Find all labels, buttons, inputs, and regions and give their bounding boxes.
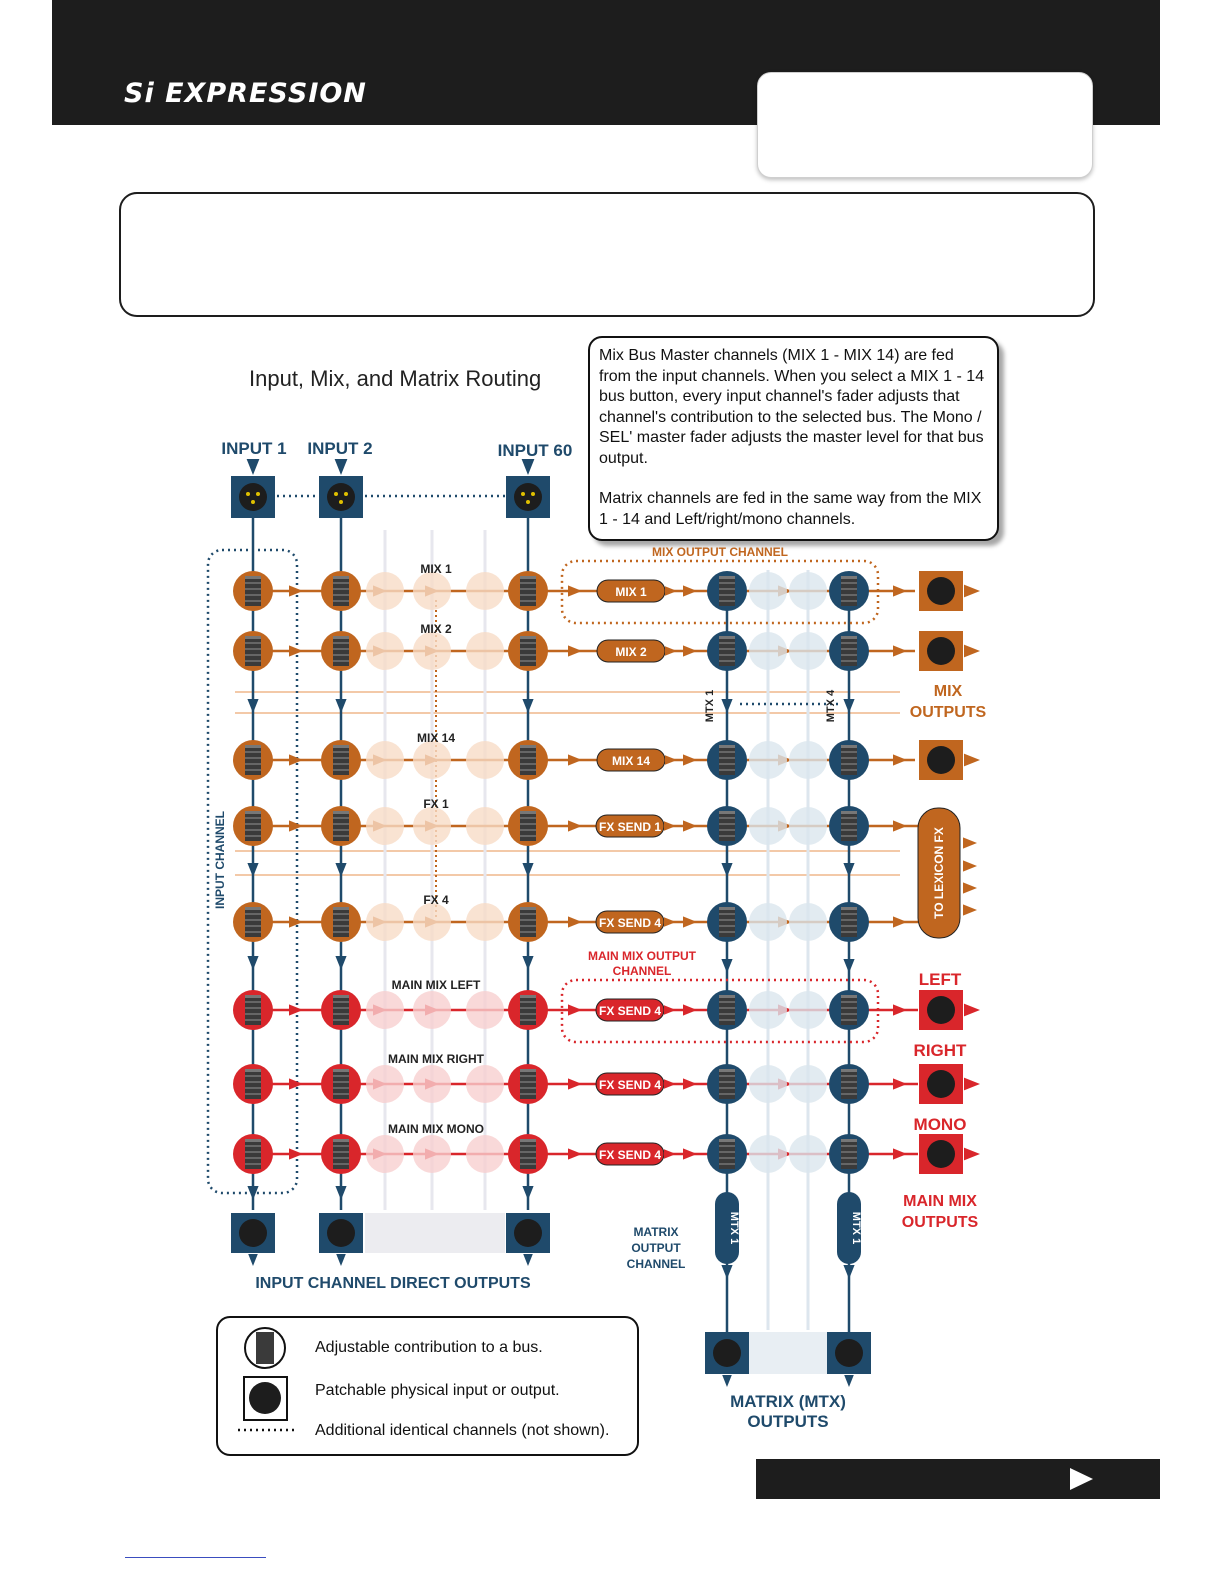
- channel-down-arrow-icon: [522, 1186, 533, 1200]
- channel-down-arrow-icon: [522, 699, 533, 713]
- output-arrow-icon: [964, 585, 980, 598]
- input-fader-knob: [333, 576, 349, 606]
- bus-arrow-icon: [568, 645, 582, 656]
- direct-arrow-icon: [248, 1254, 258, 1266]
- ghost-fader: [413, 991, 451, 1029]
- mix-output-channel-label: MIX OUTPUT CHANNEL: [652, 545, 788, 559]
- ghost-matrix-sockets: [749, 1332, 829, 1374]
- pill-arrow-icon: [664, 1149, 676, 1159]
- socket-pin: [246, 492, 250, 496]
- socket-face: [713, 1339, 741, 1367]
- input-arrow-icon: [522, 459, 535, 475]
- pill-arrow-icon: [665, 755, 677, 765]
- ghost-fader: [789, 1135, 827, 1173]
- ghost-fader: [789, 991, 827, 1029]
- bus-arrow-icon: [289, 645, 303, 656]
- ghost-fader: [749, 991, 787, 1029]
- master-pill-label: MIX 1: [615, 585, 647, 599]
- matrix-fader-knob: [841, 636, 857, 666]
- bus-arrow-icon: [893, 1078, 907, 1089]
- direct-outputs-label: INPUT CHANNEL DIRECT OUTPUTS: [255, 1275, 531, 1292]
- socket-pin: [256, 492, 260, 496]
- master-pill-label: MIX 14: [611, 754, 651, 768]
- bus-arrow-icon: [683, 820, 697, 831]
- footer-link-underline: [125, 1557, 266, 1558]
- ghost-fader: [749, 741, 787, 779]
- channel-down-arrow-icon: [247, 699, 258, 713]
- socket-face: [239, 483, 267, 511]
- channel-down-arrow-icon: [247, 956, 258, 970]
- socket-pin: [526, 500, 530, 504]
- pill-arrow-icon: [664, 1005, 676, 1015]
- matrix-down-arrow-icon: [843, 959, 854, 973]
- bus-arrow-icon: [893, 1004, 907, 1015]
- matrix-fader-knob: [841, 745, 857, 775]
- direct-arrow-icon: [523, 1254, 533, 1266]
- master-pill-label: FX SEND 1: [598, 820, 662, 834]
- bus-row-label: FX 4: [423, 893, 449, 907]
- pill-arrow-icon: [665, 646, 677, 656]
- bus-arrow-icon: [683, 585, 697, 596]
- input-fader-knob: [520, 907, 536, 937]
- socket-face: [927, 1070, 955, 1098]
- socket-face: [927, 577, 955, 605]
- ghost-fader: [366, 903, 404, 941]
- channel-down-arrow-icon: [522, 956, 533, 970]
- legend-box: [216, 1316, 639, 1456]
- ghost-fader: [749, 1065, 787, 1103]
- matrix-outputs-label-1: MATRIX (MTX): [730, 1392, 846, 1411]
- socket-face: [327, 483, 355, 511]
- input-fader-knob: [333, 811, 349, 841]
- matrix-fader-knob: [841, 1139, 857, 1169]
- ghost-fader: [789, 632, 827, 670]
- matrix-down-arrow-icon: [721, 959, 732, 973]
- ghost-fader: [413, 1065, 451, 1103]
- bus-row-label: MAIN MIX LEFT: [391, 978, 481, 992]
- ghost-fader: [466, 807, 504, 845]
- matrix-fader-knob: [719, 636, 735, 666]
- ghost-fader: [466, 741, 504, 779]
- matrix-pill-label: MTX 1: [728, 1211, 740, 1245]
- socket-face: [927, 996, 955, 1024]
- matrix-outputs-label-2: OUTPUTS: [747, 1412, 829, 1431]
- matrix-tag: MTX 4: [825, 689, 837, 723]
- input-fader-knob: [245, 636, 261, 666]
- bus-arrow-icon: [568, 916, 582, 927]
- matrix-fader-knob: [719, 576, 735, 606]
- input-label: INPUT 60: [497, 441, 573, 460]
- ghost-fader: [366, 991, 404, 1029]
- input-fader-knob: [520, 811, 536, 841]
- matrix-fader-knob: [841, 576, 857, 606]
- bus-arrow-icon: [568, 820, 582, 831]
- input-fader-knob: [520, 1069, 536, 1099]
- output-arrow-icon: [964, 645, 980, 658]
- matrix-fader-knob: [719, 811, 735, 841]
- matrix-down-arrow-icon: [843, 699, 854, 713]
- socket-pin: [251, 500, 255, 504]
- master-pill-label: FX SEND 4: [598, 1004, 662, 1018]
- pill-arrow-icon: [664, 821, 676, 831]
- matrix-fader-knob: [841, 907, 857, 937]
- socket-pin: [334, 492, 338, 496]
- bus-arrow-icon: [893, 916, 907, 927]
- socket-face: [927, 746, 955, 774]
- input-fader-knob: [333, 1139, 349, 1169]
- input-fader-knob: [333, 745, 349, 775]
- ghost-fader: [749, 903, 787, 941]
- matrix-pill-arrow-icon: [843, 1265, 854, 1279]
- channel-down-arrow-icon: [335, 699, 346, 713]
- ghost-fader: [466, 632, 504, 670]
- main-mix-output-label: MAIN MIX OUTPUT: [588, 949, 696, 963]
- ghost-fader: [413, 741, 451, 779]
- socket-face: [514, 483, 542, 511]
- bus-arrow-icon: [683, 754, 697, 765]
- matrix-output-arrow-icon: [844, 1375, 854, 1387]
- socket-face: [835, 1339, 863, 1367]
- matrix-down-arrow-icon: [721, 699, 732, 713]
- ghost-fader: [366, 1135, 404, 1173]
- input-channel-label: INPUT CHANNEL: [213, 811, 227, 909]
- master-pill-label: FX SEND 4: [598, 916, 662, 930]
- bus-arrow-icon: [893, 820, 907, 831]
- socket-pin: [339, 500, 343, 504]
- output-arrow-icon: [964, 754, 980, 767]
- bus-arrow-icon: [893, 1148, 907, 1159]
- bus-row-label: MIX 1: [420, 562, 452, 576]
- legend-fader-knob-icon: [256, 1332, 274, 1364]
- matrix-fader-knob: [719, 745, 735, 775]
- bus-row-label: MAIN MIX MONO: [388, 1122, 484, 1136]
- ghost-fader: [789, 741, 827, 779]
- direct-arrow-icon: [336, 1254, 346, 1266]
- main-output-label: MONO: [913, 1115, 967, 1134]
- lexicon-label: TO LEXICON FX: [932, 827, 946, 919]
- master-pill-label: FX SEND 4: [598, 1078, 662, 1092]
- ghost-fader: [413, 572, 451, 610]
- bus-arrow-icon: [683, 916, 697, 927]
- input-label: INPUT 1: [221, 439, 287, 458]
- ghost-fader: [789, 807, 827, 845]
- bus-arrow-icon: [568, 585, 582, 596]
- matrix-fader-knob: [719, 995, 735, 1025]
- ghost-fader: [366, 1065, 404, 1103]
- socket-pin: [531, 492, 535, 496]
- ghost-fader: [466, 1065, 504, 1103]
- main-mix-output-label: CHANNEL: [612, 964, 672, 978]
- bus-arrow-icon: [683, 1078, 697, 1089]
- matrix-pill-arrow-icon: [721, 1265, 732, 1279]
- input-fader-knob: [245, 995, 261, 1025]
- footer-bar: [756, 1459, 1160, 1499]
- ghost-fader: [789, 903, 827, 941]
- input-fader-knob: [245, 745, 261, 775]
- pill-arrow-icon: [664, 1079, 676, 1089]
- bus-arrow-icon: [683, 1148, 697, 1159]
- lexicon-arrow-icon: [963, 860, 977, 871]
- matrix-pill-label: MTX 1: [850, 1211, 862, 1245]
- main-output-label: RIGHT: [913, 1041, 967, 1060]
- pill-arrow-icon: [664, 917, 676, 927]
- input-fader-knob: [245, 811, 261, 841]
- diagram-title: Input, Mix, and Matrix Routing: [249, 366, 542, 391]
- note-paragraph-1: Mix Bus Master channels (MIX 1 - MIX 14) are fed from the input channels. When you select a MIX 1 - 14 bus button, every input channel's fader adjusts that channel's contribution to the selected bus. The Mono / SEL' master fader adjusts the master level for that bus output.: [599, 347, 985, 467]
- input-label: INPUT 2: [307, 439, 373, 458]
- input-fader-knob: [333, 636, 349, 666]
- input-arrow-icon: [247, 459, 260, 475]
- matrix-fader-knob: [841, 811, 857, 841]
- bus-arrow-icon: [568, 754, 582, 765]
- bus-row-label: FX 1: [423, 797, 449, 811]
- bus-arrow-icon: [683, 1004, 697, 1015]
- input-fader-knob: [520, 576, 536, 606]
- master-pill-label: FX SEND 4: [598, 1148, 662, 1162]
- next-page-arrow-icon[interactable]: [1070, 1468, 1093, 1490]
- socket-face: [327, 1219, 355, 1247]
- ghost-fader: [366, 632, 404, 670]
- socket-pin: [521, 492, 525, 496]
- matrix-output-channel-label: CHANNEL: [626, 1257, 686, 1271]
- ghost-fader: [413, 807, 451, 845]
- ghost-fader: [366, 741, 404, 779]
- bus-row-label: MIX 14: [416, 731, 456, 745]
- bus-arrow-icon: [289, 1148, 303, 1159]
- matrix-output-channel-label: OUTPUT: [631, 1241, 681, 1255]
- bus-arrow-icon: [289, 1004, 303, 1015]
- brand-logo: Si EXPRESSION: [124, 78, 367, 109]
- input-arrow-icon: [335, 459, 348, 475]
- input-fader-knob: [520, 745, 536, 775]
- input-fader-knob: [333, 1069, 349, 1099]
- input-fader-knob: [333, 995, 349, 1025]
- output-arrow-icon: [964, 1148, 980, 1161]
- legend-dots-text: Additional identical channels (not shown).: [315, 1422, 610, 1439]
- input-fader-knob: [333, 907, 349, 937]
- pill-arrow-icon: [665, 586, 677, 596]
- bus-arrow-icon: [568, 1004, 582, 1015]
- bus-arrow-icon: [568, 1078, 582, 1089]
- ghost-direct-sockets: [365, 1213, 505, 1253]
- socket-face: [927, 1140, 955, 1168]
- socket-face: [514, 1219, 542, 1247]
- ghost-fader: [466, 991, 504, 1029]
- ghost-fader: [413, 1135, 451, 1173]
- bus-arrow-icon: [893, 585, 907, 596]
- matrix-tag: MTX 1: [704, 689, 716, 723]
- ghost-fader: [366, 572, 404, 610]
- ghost-fader: [749, 807, 787, 845]
- ghost-fader: [749, 1135, 787, 1173]
- ghost-fader: [413, 632, 451, 670]
- matrix-output-arrow-icon: [722, 1375, 732, 1387]
- legend-socket-face-icon: [249, 1382, 281, 1414]
- ghost-fader: [413, 903, 451, 941]
- legend-icons: [238, 1322, 308, 1452]
- matrix-output-channel-label: MATRIX: [633, 1225, 679, 1239]
- mix-outputs-label-2: OUTPUTS: [909, 704, 987, 721]
- ghost-fader: [749, 572, 787, 610]
- lexicon-arrow-icon: [963, 904, 977, 915]
- input-fader-knob: [245, 1069, 261, 1099]
- lexicon-arrow-icon: [963, 882, 977, 893]
- input-fader-knob: [520, 995, 536, 1025]
- legend-socket-text: Patchable physical input or output.: [315, 1382, 560, 1399]
- main-mix-outputs-label-2: OUTPUTS: [901, 1214, 979, 1231]
- matrix-fader-knob: [841, 1069, 857, 1099]
- master-pill-label: MIX 2: [615, 645, 647, 659]
- ghost-fader: [466, 572, 504, 610]
- ghost-fader: [789, 1065, 827, 1103]
- bus-arrow-icon: [683, 645, 697, 656]
- socket-face: [239, 1219, 267, 1247]
- ghost-fader: [749, 632, 787, 670]
- matrix-fader-knob: [719, 1139, 735, 1169]
- socket-pin: [344, 492, 348, 496]
- bus-row-label: MAIN MIX RIGHT: [388, 1052, 484, 1066]
- socket-face: [927, 637, 955, 665]
- ghost-fader: [789, 572, 827, 610]
- matrix-fader-knob: [719, 907, 735, 937]
- main-mix-outputs-label-1: MAIN MIX: [903, 1193, 977, 1210]
- input-fader-knob: [520, 636, 536, 666]
- note-paragraph-2: Matrix channels are fed in the same way from the MIX 1 - 14 and Left/right/mono channels.: [599, 490, 982, 528]
- main-output-label: LEFT: [918, 970, 962, 989]
- ghost-fader: [466, 1135, 504, 1173]
- output-arrow-icon: [964, 1004, 980, 1017]
- input-fader-knob: [520, 1139, 536, 1169]
- legend-fader-text: Adjustable contribution to a bus.: [315, 1339, 543, 1356]
- ghost-fader: [466, 903, 504, 941]
- bus-row-label: MIX 2: [420, 622, 452, 636]
- input-fader-knob: [245, 907, 261, 937]
- ghost-fader: [366, 807, 404, 845]
- bus-arrow-icon: [893, 645, 907, 656]
- bus-arrow-icon: [289, 585, 303, 596]
- bus-arrow-icon: [568, 1148, 582, 1159]
- bus-arrow-icon: [893, 754, 907, 765]
- mix-outputs-label-1: MIX: [933, 683, 963, 700]
- lexicon-arrow-icon: [963, 837, 977, 848]
- input-fader-knob: [245, 1139, 261, 1169]
- matrix-fader-knob: [719, 1069, 735, 1099]
- matrix-fader-knob: [841, 995, 857, 1025]
- channel-down-arrow-icon: [335, 1186, 346, 1200]
- channel-down-arrow-icon: [335, 956, 346, 970]
- output-arrow-icon: [964, 1078, 980, 1091]
- input-fader-knob: [245, 576, 261, 606]
